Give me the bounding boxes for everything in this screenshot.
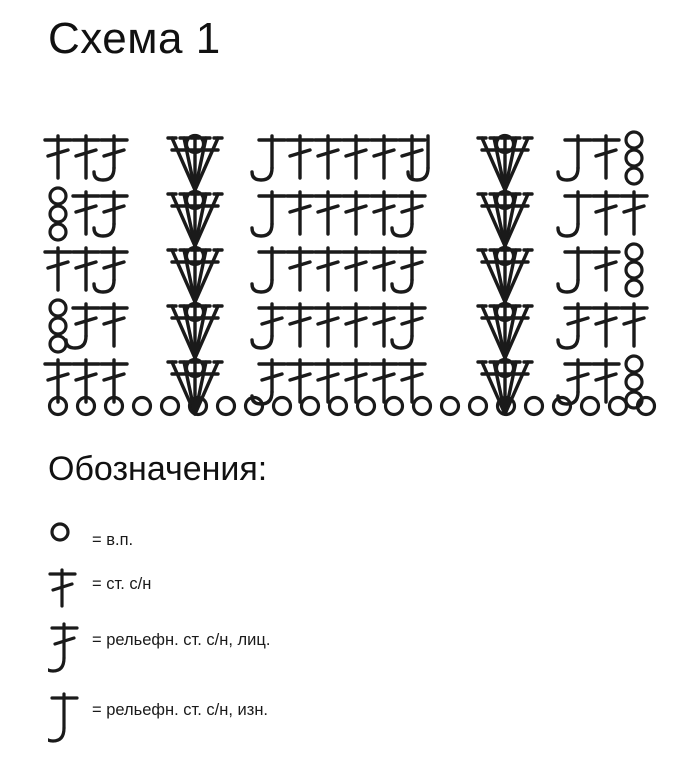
legend-item-fpdc	[48, 618, 270, 676]
back-post-double-crochet-icon	[48, 688, 92, 746]
legend-label-fpdc: = рельефн. ст. с/н, лиц.	[92, 631, 271, 649]
legend-heading: Обозначения:	[48, 450, 268, 488]
page-title: Схема 1	[48, 14, 221, 63]
legend	[0, 500, 678, 770]
legend-label-bpdc: = рельефн. ст. с/н, изн.	[92, 701, 269, 719]
chart-diagram	[0, 110, 678, 430]
double-crochet-icon	[48, 562, 92, 620]
legend-label-chain: = в.п.	[92, 531, 134, 549]
front-post-double-crochet-icon	[48, 618, 92, 676]
legend-item-dc	[48, 562, 151, 620]
legend-item-bpdc	[48, 688, 268, 746]
legend-label-dc: = ст. с/н	[92, 575, 152, 593]
